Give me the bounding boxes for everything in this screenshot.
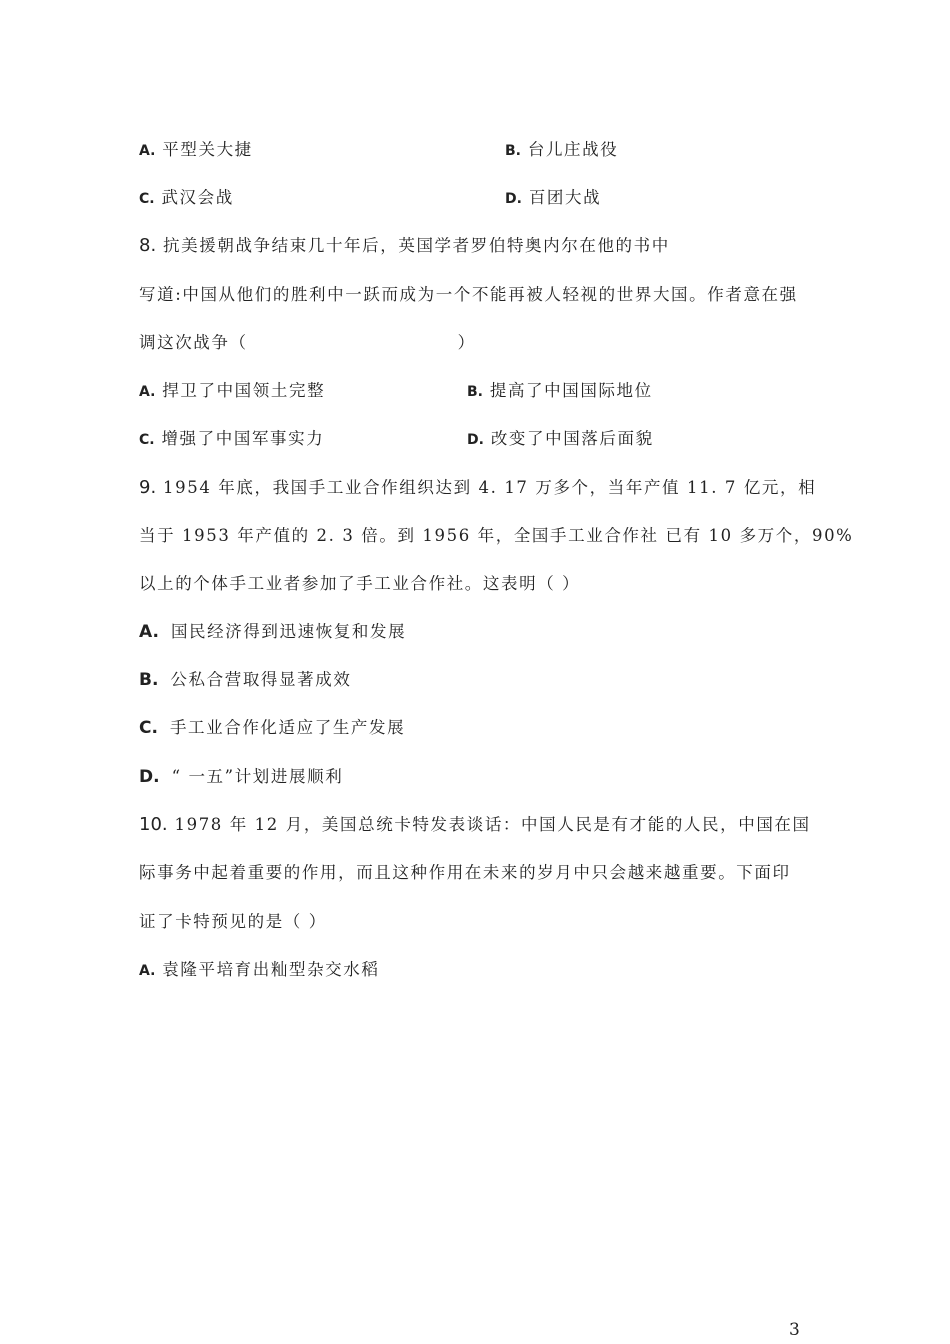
- q10-stem-line-3: 证了卡特预见的是（ ）: [139, 912, 327, 931]
- q9-option-c: [139, 716, 405, 740]
- q10-stem-line-2: 际事务中起着重要的作用，而且这种作用在未来的岁月中只会越来越重要。下面印: [139, 863, 791, 882]
- q8-option-d: [467, 427, 654, 452]
- option-text: 提高了中国国际地位: [489, 381, 653, 400]
- option-letter: C.: [139, 718, 158, 738]
- option-text: 武汉会战: [161, 188, 234, 207]
- option-letter: D.: [505, 191, 522, 207]
- option-text: 台儿庄战役: [527, 140, 619, 159]
- option-letter: A.: [139, 143, 156, 159]
- option-text: 平型关大捷: [162, 140, 253, 159]
- option-letter: A.: [139, 384, 156, 400]
- q7-option-c: [139, 186, 234, 211]
- q9-stem-line-3: 以上的个体手工业者参加了手工业合作社。这表明（ ）: [139, 574, 581, 593]
- option-letter: B.: [505, 143, 521, 159]
- q8-option-a: [139, 379, 325, 404]
- question-text: 1954 年底，我国手工业合作组织达到 4. 17 万多个，当年产值 11. 7 亿元，相: [163, 478, 817, 497]
- option-letter: C.: [139, 191, 155, 207]
- question-number: 8.: [139, 235, 157, 256]
- page-number: 3: [789, 1320, 800, 1340]
- option-text: 国民经济得到迅速恢复和发展: [170, 622, 407, 641]
- option-text: 袁隆平培育出籼型杂交水稻: [162, 960, 380, 979]
- option-letter: A.: [139, 622, 159, 642]
- q8-stem-line-3: [139, 331, 476, 355]
- q10-stem-line-1: [139, 813, 811, 837]
- question-text: 调这次战争（: [139, 333, 248, 352]
- question-text: 1978 年 12 月，美国总统卡特发表谈话：中国人民是有才能的人民，中国在国: [174, 815, 811, 834]
- q7-option-d: [505, 186, 601, 211]
- option-text: 公私合营取得显著成效: [170, 670, 352, 689]
- q8-stem-line-2: 写道:中国从他们的胜利中一跃而成为一个不能再被人轻视的世界大国。作者意在强: [139, 285, 798, 304]
- q9-stem-line-1: [139, 476, 816, 500]
- option-letter: D.: [467, 432, 484, 448]
- option-text: 捍卫了中国领土完整: [162, 381, 326, 400]
- option-letter: D.: [139, 767, 160, 787]
- q7-option-a: [139, 138, 253, 163]
- option-letter: B.: [139, 670, 159, 690]
- option-letter: A.: [139, 963, 156, 979]
- question-number: 9.: [139, 477, 157, 498]
- q10-option-a: [139, 958, 379, 983]
- option-letter: C.: [139, 432, 155, 448]
- q8-option-b: [467, 379, 653, 404]
- answer-paren-close: ）: [457, 333, 476, 352]
- q8-stem-line-1: [139, 234, 670, 258]
- option-text: 手工业合作化适应了生产发展: [169, 718, 406, 737]
- question-text: 抗美援朝战争结束几十年后，英国学者罗伯特奥内尔在他的书中: [163, 236, 670, 255]
- q7-option-b: [505, 138, 618, 163]
- option-letter: B.: [467, 384, 483, 400]
- q9-option-d: [139, 765, 343, 789]
- q9-stem-line-2: 当于 1953 年产值的 2. 3 倍。到 1956 年，全国手工业合作社 已有 10 多万个，90%: [139, 526, 854, 545]
- q9-option-b: [139, 668, 351, 692]
- option-text: “ 一五”计划进展顺利: [171, 767, 344, 786]
- q9-option-a: [139, 620, 406, 644]
- question-number: 10.: [139, 814, 168, 835]
- q8-option-c: [139, 427, 324, 452]
- option-text: 改变了中国落后面貌: [490, 429, 654, 448]
- option-text: 百团大战: [528, 188, 602, 207]
- option-text: 增强了中国军事实力: [161, 429, 325, 448]
